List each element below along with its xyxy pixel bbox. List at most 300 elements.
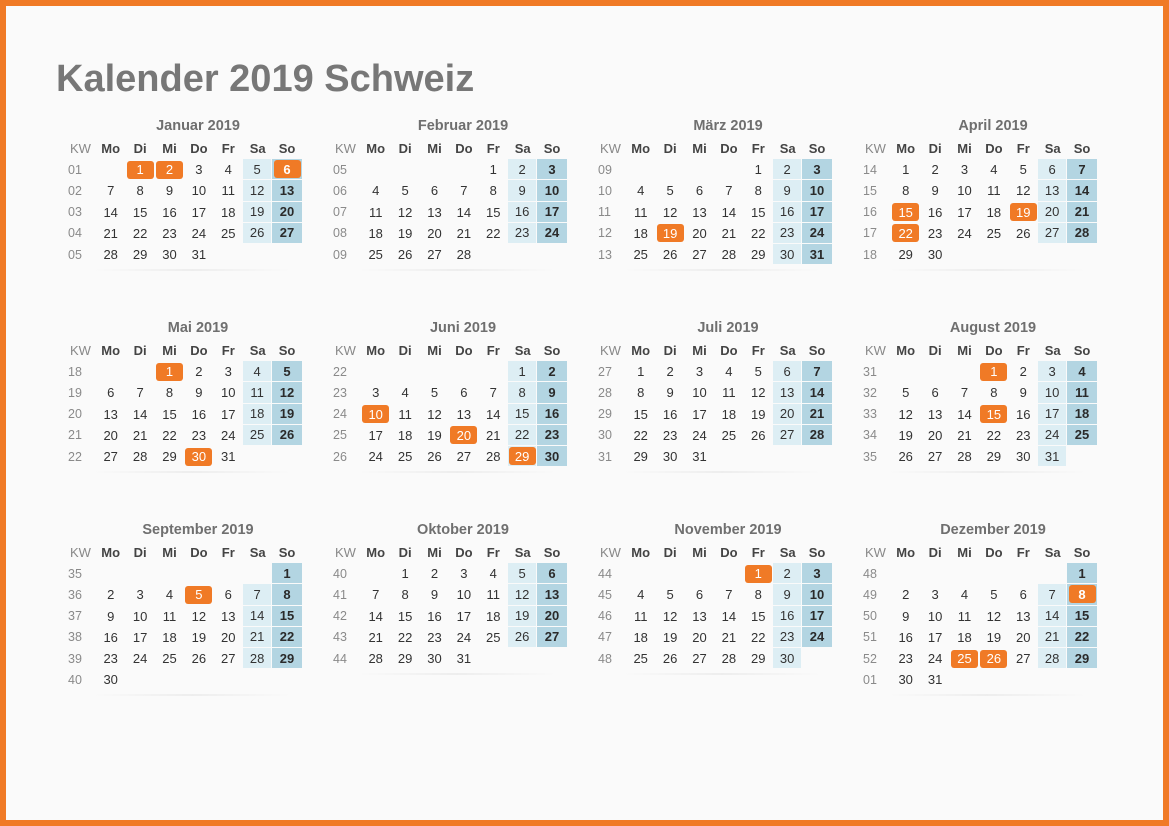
day-cell: 13 (221, 608, 236, 624)
day-cell: 10 (802, 584, 831, 605)
day-cell: 18 (957, 629, 972, 645)
empty-cell (655, 159, 684, 180)
week-number-header: KW (335, 343, 356, 359)
month-shadow (622, 269, 822, 271)
day-cell: 7 (460, 183, 468, 199)
day-cell: 10 (132, 608, 148, 624)
day-cell: 9 (666, 385, 674, 401)
empty-cell (214, 669, 243, 690)
weekday-header: Do (985, 141, 1003, 157)
weekday-header: Fr (751, 545, 765, 561)
day-cell: 22 (162, 427, 177, 443)
day-cell: 28 (132, 449, 148, 465)
week-number-header: KW (335, 545, 356, 561)
day-cell: 5 (666, 587, 674, 603)
day-cell: 5 (902, 385, 910, 401)
weekday-header: Di (133, 343, 147, 359)
week-number-header: KW (865, 343, 886, 359)
weekday-header: Mo (101, 545, 121, 561)
weekday-header: Do (985, 343, 1003, 359)
day-cell: 3 (802, 159, 831, 180)
day-cell: 19 (191, 629, 207, 645)
day-cell: 17 (368, 427, 383, 443)
day-cell: 7 (1038, 584, 1067, 605)
weekday-header: Mi (957, 545, 972, 561)
day-cell: 17 (957, 204, 972, 220)
weekday-header: So (1073, 343, 1091, 359)
empty-cell (125, 361, 154, 382)
holiday-day-cell (891, 223, 920, 244)
day-cell: 13 (927, 406, 943, 422)
empty-cell (449, 159, 478, 180)
month-shadow (92, 694, 292, 696)
month-grid (62, 138, 312, 265)
day-cell: 30 (103, 672, 118, 688)
week-number: 44 (598, 566, 612, 581)
day-cell: 9 (430, 587, 439, 603)
day-cell: 22 (508, 425, 537, 446)
week-number: 43 (333, 630, 347, 645)
empty-cell (214, 244, 243, 265)
day-cell: 7 (960, 385, 969, 401)
month-block (592, 518, 842, 669)
day-cell: 16 (898, 629, 913, 645)
day-cell: 29 (986, 449, 1002, 465)
day-cell: 11 (221, 183, 235, 199)
weekday-header: Di (398, 141, 412, 157)
day-cell: 31 (221, 449, 236, 465)
weekday-header: Fr (221, 545, 235, 561)
weekday-header: Fr (486, 343, 500, 359)
month-block (592, 114, 842, 265)
day-cell: 19 (508, 606, 537, 627)
empty-cell (272, 446, 301, 467)
day-cell: 22 (132, 225, 148, 241)
day-cell: 10 (221, 385, 236, 401)
month-block (327, 114, 577, 265)
empty-cell (744, 446, 773, 467)
day-cell: 14 (802, 382, 831, 403)
day-cell: 11 (243, 382, 272, 403)
week-number-header: KW (70, 343, 91, 359)
weekday-header: Mo (366, 343, 386, 359)
day-cell: 30 (898, 672, 913, 688)
weekday-header: Do (455, 545, 473, 561)
weekday-header: Mo (896, 141, 916, 157)
week-number: 26 (333, 449, 347, 464)
day-cell: 26 (898, 449, 913, 465)
day-cell: 5 (401, 183, 409, 199)
weekday-header: Mi (427, 141, 442, 157)
day-cell: 18 (633, 629, 648, 645)
weekday-header: Mo (366, 141, 386, 157)
day-cell: 20 (537, 606, 566, 627)
day-cell: 29 (898, 247, 913, 263)
day-cell: 17 (191, 204, 207, 220)
day-cell: 31 (927, 672, 943, 688)
day-cell: 15 (397, 608, 413, 624)
day-cell: 9 (773, 584, 802, 605)
day-cell: 5 (272, 361, 301, 382)
week-number: 48 (863, 566, 877, 581)
day-cell: 25 (986, 225, 1002, 241)
week-number: 19 (68, 385, 82, 400)
week-number: 32 (863, 385, 877, 400)
weekday-header: Do (985, 545, 1003, 561)
weekday-header: Fr (221, 141, 235, 157)
day-cell: 6 (695, 587, 704, 603)
month-title: September 2019 (142, 522, 254, 538)
month-title: April 2019 (958, 118, 1028, 134)
day-cell: 21 (243, 627, 272, 648)
empty-cell (714, 446, 743, 467)
day-cell: 27 (773, 425, 802, 446)
empty-cell (802, 446, 831, 467)
week-number: 31 (598, 449, 612, 464)
day-cell: 2 (931, 162, 939, 178)
empty-cell (390, 159, 419, 180)
empty-cell (537, 648, 566, 669)
week-number: 10 (598, 183, 612, 198)
weekday-header: Mo (631, 545, 651, 561)
day-cell: 4 (224, 162, 232, 178)
week-number: 30 (598, 428, 612, 443)
weekday-header: Fr (486, 545, 500, 561)
day-cell: 22 (751, 629, 766, 645)
day-cell: 25 (243, 425, 272, 446)
week-number: 18 (863, 247, 877, 262)
day-cell: 24 (456, 629, 472, 645)
week-number: 07 (333, 205, 347, 220)
day-cell: 26 (272, 425, 301, 446)
day-cell: 8 (637, 385, 645, 401)
day-cell: 1 (508, 361, 537, 382)
day-cell: 11 (722, 385, 736, 401)
month-grid (592, 138, 842, 265)
empty-cell (479, 244, 508, 265)
day-cell: 25 (1067, 425, 1096, 446)
day-cell: 23 (1016, 427, 1031, 443)
weekday-header: Mo (366, 545, 386, 561)
day-cell: 19 (427, 427, 442, 443)
day-cell: 5 (430, 385, 439, 401)
day-cell: 4 (243, 361, 272, 382)
empty-cell (214, 563, 243, 584)
empty-cell (891, 563, 920, 584)
day-cell: 15 (508, 404, 537, 425)
day-cell: 18 (986, 204, 1002, 220)
day-cell: 25 (633, 247, 648, 263)
day-cell: 24 (221, 427, 236, 443)
empty-cell (479, 648, 508, 669)
month-block (327, 316, 577, 467)
holiday-marker: 5 (185, 586, 212, 604)
day-cell: 6 (537, 563, 566, 584)
weekday-header: So (278, 141, 296, 157)
day-cell: 23 (773, 627, 802, 648)
weekday-header: So (808, 343, 826, 359)
day-cell: 4 (960, 587, 969, 603)
holiday-day-cell (184, 584, 213, 605)
empty-cell (272, 669, 301, 690)
weekday-header: So (543, 343, 561, 359)
week-number: 09 (598, 162, 612, 177)
day-cell: 1 (272, 563, 301, 584)
empty-cell (1009, 563, 1038, 584)
month-title: Oktober 2019 (417, 522, 509, 538)
day-cell: 27 (692, 651, 707, 667)
day-cell: 17 (221, 406, 236, 422)
week-number: 50 (863, 609, 877, 624)
month-title: Mai 2019 (167, 320, 229, 336)
weekday-header: Mo (631, 141, 651, 157)
holiday-marker: 1 (156, 363, 183, 381)
day-cell: 21 (456, 225, 472, 241)
empty-cell (272, 244, 301, 265)
day-cell: 21 (1038, 627, 1067, 648)
day-cell: 4 (372, 183, 380, 199)
day-cell: 7 (725, 183, 733, 199)
day-cell: 15 (486, 204, 501, 220)
day-cell: 28 (957, 449, 972, 465)
day-cell: 4 (637, 183, 645, 199)
empty-cell (155, 669, 184, 690)
empty-cell (243, 244, 272, 265)
day-cell: 24 (957, 225, 972, 241)
day-cell: 31 (802, 244, 831, 265)
week-number: 33 (863, 407, 877, 422)
weekday-header: Do (720, 343, 738, 359)
week-number: 15 (863, 183, 877, 198)
week-number: 29 (598, 407, 612, 422)
holiday-marker: 25 (951, 650, 978, 668)
holiday-marker: 1 (980, 363, 1007, 381)
empty-cell (361, 563, 390, 584)
day-cell: 3 (931, 587, 939, 603)
week-number: 47 (598, 630, 612, 645)
day-cell: 6 (773, 361, 802, 382)
holiday-day-cell (272, 159, 301, 180)
month-grid (62, 542, 312, 690)
day-cell: 30 (773, 648, 802, 669)
day-cell: 21 (721, 629, 737, 645)
day-cell: 29 (272, 648, 301, 669)
empty-cell (920, 361, 949, 382)
day-cell: 28 (456, 247, 472, 263)
weekday-header: Mi (162, 343, 177, 359)
day-cell: 2 (508, 159, 537, 180)
day-cell: 15 (132, 204, 148, 220)
week-number: 45 (598, 587, 612, 602)
day-cell: 12 (397, 204, 413, 220)
day-cell: 2 (537, 361, 566, 382)
empty-cell (184, 669, 213, 690)
day-cell: 30 (537, 446, 566, 467)
day-cell: 13 (103, 406, 118, 422)
day-cell: 16 (1016, 406, 1031, 422)
holiday-marker: 1 (745, 565, 772, 583)
month-block (857, 114, 1107, 265)
empty-cell (685, 563, 714, 584)
holiday-day-cell (950, 648, 979, 669)
day-cell: 27 (1038, 223, 1067, 244)
day-cell: 24 (368, 449, 383, 465)
month-grid (592, 542, 842, 669)
week-number: 42 (333, 609, 347, 624)
day-cell: 15 (162, 406, 177, 422)
empty-cell (243, 563, 272, 584)
day-cell: 8 (508, 382, 537, 403)
holiday-day-cell (891, 202, 920, 223)
day-cell: 31 (692, 449, 707, 465)
day-cell: 30 (773, 244, 802, 265)
day-cell: 19 (662, 629, 678, 645)
weekday-header: Di (398, 545, 412, 561)
day-cell: 4 (637, 587, 645, 603)
weekday-header: Mi (957, 141, 972, 157)
empty-cell (802, 648, 831, 669)
day-cell: 10 (802, 180, 831, 201)
day-cell: 16 (162, 204, 177, 220)
day-cell: 15 (633, 406, 648, 422)
day-cell: 11 (633, 204, 648, 220)
day-cell: 28 (243, 648, 272, 669)
day-cell: 6 (224, 587, 232, 603)
day-cell: 16 (662, 406, 678, 422)
day-cell: 20 (773, 404, 802, 425)
month-shadow (622, 471, 822, 473)
week-number: 25 (333, 428, 347, 443)
day-cell: 10 (191, 183, 207, 199)
day-cell: 14 (957, 406, 972, 422)
month-grid (327, 542, 577, 669)
day-cell: 28 (486, 449, 501, 465)
week-number: 27 (598, 364, 612, 379)
day-cell: 9 (195, 385, 203, 401)
month-grid (857, 340, 1107, 467)
day-cell: 1 (637, 364, 645, 380)
day-cell: 6 (107, 385, 115, 401)
day-cell: 16 (537, 404, 566, 425)
day-cell: 3 (195, 162, 203, 178)
day-cell: 11 (987, 183, 1001, 199)
day-cell: 11 (1067, 382, 1096, 403)
empty-cell (714, 563, 743, 584)
day-cell: 9 (165, 183, 174, 199)
weekday-header: Di (928, 545, 942, 561)
day-cell: 30 (162, 247, 177, 263)
week-number: 20 (68, 407, 82, 422)
day-cell: 1 (902, 162, 910, 178)
day-cell: 13 (1038, 180, 1067, 201)
day-cell: 23 (927, 225, 943, 241)
holiday-day-cell (449, 425, 478, 446)
empty-cell (1009, 244, 1038, 265)
weekday-header: Sa (779, 343, 796, 359)
empty-cell (508, 244, 537, 265)
day-cell: 15 (751, 608, 766, 624)
empty-cell (155, 563, 184, 584)
empty-cell (125, 669, 154, 690)
week-number-header: KW (70, 141, 91, 157)
day-cell: 26 (751, 427, 766, 443)
week-number: 05 (333, 162, 347, 177)
weekday-header: Fr (221, 343, 235, 359)
week-number: 31 (863, 364, 877, 379)
day-cell: 15 (272, 606, 301, 627)
day-cell: 3 (224, 364, 232, 380)
weekday-header: Fr (751, 343, 765, 359)
day-cell: 18 (221, 204, 236, 220)
week-number: 46 (598, 609, 612, 624)
day-cell: 18 (368, 225, 383, 241)
day-cell: 2 (773, 159, 802, 180)
day-cell: 28 (103, 247, 118, 263)
day-cell: 27 (456, 449, 472, 465)
weekday-header: Mo (631, 343, 651, 359)
week-number: 44 (333, 651, 347, 666)
week-number: 06 (333, 183, 347, 198)
day-cell: 24 (537, 223, 566, 244)
weekday-header: Sa (249, 343, 266, 359)
week-number: 01 (863, 672, 877, 687)
day-cell: 13 (692, 204, 707, 220)
day-cell: 31 (1038, 446, 1067, 467)
weekday-header: Sa (249, 141, 266, 157)
day-cell: 18 (1067, 404, 1096, 425)
week-number-header: KW (865, 141, 886, 157)
day-cell: 4 (1067, 361, 1096, 382)
week-number: 02 (68, 183, 82, 198)
month-block (62, 316, 312, 467)
day-cell: 28 (1038, 648, 1067, 669)
month-grid (327, 138, 577, 265)
day-cell: 14 (486, 406, 501, 422)
day-cell: 18 (486, 608, 501, 624)
week-number: 03 (68, 205, 82, 220)
week-number: 16 (863, 205, 877, 220)
day-cell: 5 (1019, 162, 1027, 178)
day-cell: 7 (1067, 159, 1096, 180)
day-cell: 27 (1016, 651, 1031, 667)
month-title: Juli 2019 (697, 320, 759, 336)
empty-cell (891, 361, 920, 382)
day-cell: 26 (662, 247, 678, 263)
weekday-header: Fr (1016, 545, 1030, 561)
weekday-header: Do (190, 343, 208, 359)
empty-cell (626, 563, 655, 584)
holiday-marker: 22 (892, 224, 919, 242)
week-number-header: KW (600, 545, 621, 561)
holiday-day-cell (744, 563, 773, 584)
week-number: 39 (68, 651, 82, 666)
day-cell: 5 (990, 587, 998, 603)
day-cell: 10 (537, 180, 566, 201)
week-number: 36 (68, 587, 82, 602)
day-cell: 22 (397, 629, 413, 645)
day-cell: 21 (368, 629, 383, 645)
weekday-header: Sa (514, 141, 531, 157)
weekday-header: Mi (427, 343, 442, 359)
month-grid (592, 340, 842, 467)
day-cell: 24 (802, 627, 831, 648)
holiday-day-cell (184, 446, 213, 467)
weekday-header: Di (133, 545, 147, 561)
day-cell: 20 (1016, 629, 1031, 645)
day-cell: 21 (1067, 202, 1096, 223)
weekday-header: Mi (427, 545, 442, 561)
holiday-marker: 19 (657, 224, 684, 242)
